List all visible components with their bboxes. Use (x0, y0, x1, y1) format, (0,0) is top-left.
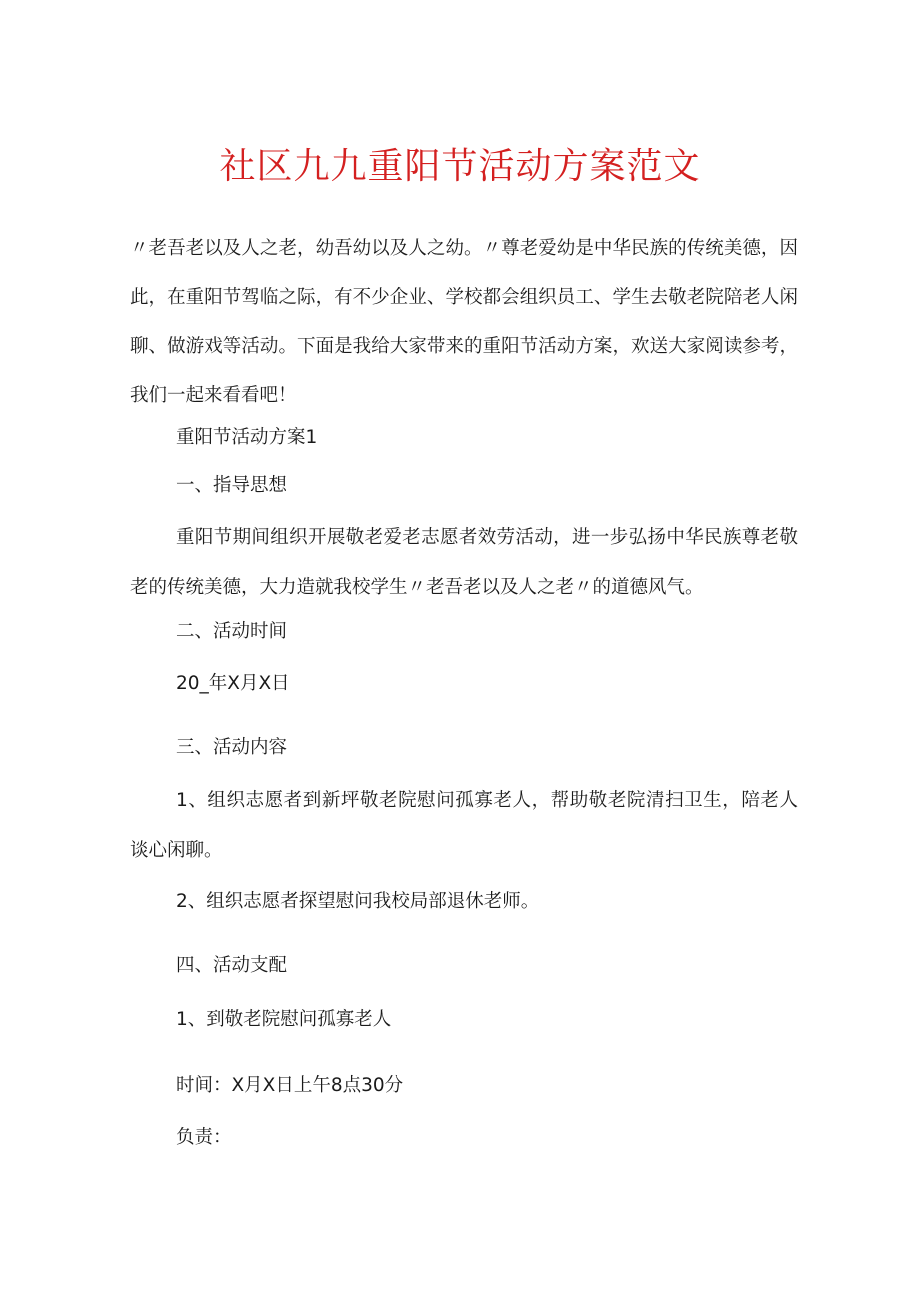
guiding-idea-paragraph: 重阳节期间组织开展敬老爱老志愿者效劳活动，进一步弘扬中华民族尊老敬老的传统美德，大力造就我校学生〃老吾老以及人之老〃的道德风气。 (130, 527, 798, 598)
section-heading-activity-time: 二、活动时间 (176, 621, 288, 642)
content-item-2: 2、组织志愿者探望慰问我校局部退休老师。 (176, 891, 540, 912)
time-line: 时间：X月X日上午8点30分 (176, 1075, 404, 1096)
arrangement-item-1: 1、到敬老院慰问孤寡老人 (176, 1009, 392, 1030)
document-title: 社区九九重阳节活动方案范文 (219, 146, 701, 187)
plan-heading: 重阳节活动方案1 (176, 427, 318, 448)
section-heading-arrangement: 四、活动支配 (176, 955, 288, 976)
activity-date: 20_年X月X日 (176, 673, 290, 694)
responsible-line: 负责： (176, 1127, 232, 1148)
section-heading-guiding-idea: 一、指导思想 (176, 475, 288, 496)
content-item-1: 1、组织志愿者到新坪敬老院慰问孤寡老人，帮助敬老院清扫卫生，陪老人谈心闲聊。 (130, 790, 798, 861)
intro-paragraph: 〃老吾老以及人之老，幼吾幼以及人之幼。〃尊老爱幼是中华民族的传统美德，因此，在重阳节驾临之际，有不少企业、学校都会组织员工、学生去敬老院陪老人闲聊、做游戏等活动。下面是我给大家带来的重阳节活动方案，欢送大家阅读参考，我们一起来看看吧！ (130, 238, 798, 406)
section-heading-activity-content: 三、活动内容 (176, 737, 288, 758)
